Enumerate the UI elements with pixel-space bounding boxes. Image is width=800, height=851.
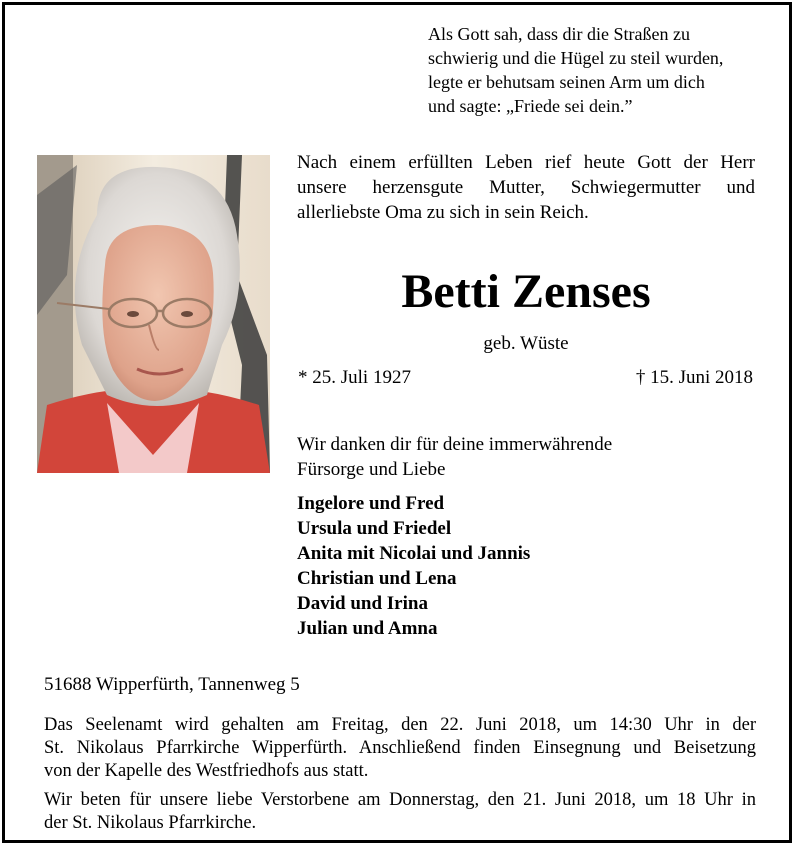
- portrait-photo: [37, 155, 270, 473]
- maiden-name: geb. Wüste: [483, 333, 569, 354]
- poem-line: schwierig und die Hügel zu steil wurden,: [428, 48, 724, 68]
- family-member: Ingelore und Fred: [297, 493, 445, 514]
- thanks-line: Wir danken dir für deine immerwährende: [297, 434, 613, 455]
- family-member: Anita mit Nicolai und Jannis: [297, 543, 531, 564]
- requiem-line: von der Kapelle des Westfriedhofs aus statt.: [44, 761, 369, 781]
- requiem-notice: [44, 714, 756, 783]
- family-member: Ursula und Friedel: [297, 518, 452, 539]
- intro-text: [297, 150, 755, 225]
- thanks-text: [297, 432, 757, 482]
- intro-line: allerliebste Oma zu sich in sein Reich.: [297, 202, 589, 223]
- requiem-line: St. Nikolaus Pfarrkirche Wipperfürth. Anschließend finden Einsegnung und Beisetzung: [44, 738, 756, 758]
- prayer-line: der St. Nikolaus Pfarrkirche.: [44, 813, 257, 833]
- prayer-notice: [44, 789, 756, 835]
- intro-line: Nach einem erfüllten Leben rief heute Gott der Herr: [297, 152, 755, 173]
- requiem-line: Das Seelenamt wird gehalten am Freitag, den 22. Juni 2018, um 14:30 Uhr in der: [44, 715, 756, 735]
- prayer-line: Wir beten für unsere liebe Verstorbene am Donnerstag, den 21. Juni 2018, um 18 Uhr in: [44, 790, 756, 810]
- service-details: [44, 714, 756, 841]
- poem-line: Als Gott sah, dass dir die Straßen zu: [428, 24, 690, 44]
- poem: [428, 22, 768, 118]
- birth-date: * 25. Juli 1927: [298, 367, 411, 388]
- death-date: † 15. Juni 2018: [635, 367, 753, 388]
- family-member: David und Irina: [297, 593, 428, 614]
- intro-line: unsere herzensgute Mutter, Schwiegermutter und: [297, 177, 755, 198]
- address: 51688 Wipperfürth, Tannenweg 5: [44, 674, 300, 695]
- family-member: Julian und Amna: [297, 618, 438, 639]
- family-member: Christian und Lena: [297, 568, 457, 589]
- poem-line: und sagte: „Friede sei dein.”: [428, 96, 633, 116]
- poem-line: legte er behutsam seinen Arm um dich: [428, 72, 705, 92]
- thanks-line: Fürsorge und Liebe: [297, 459, 446, 480]
- family-list: [297, 491, 757, 641]
- deceased-name: Betti Zenses: [401, 265, 651, 318]
- portrait-photo-illustration: [37, 155, 270, 473]
